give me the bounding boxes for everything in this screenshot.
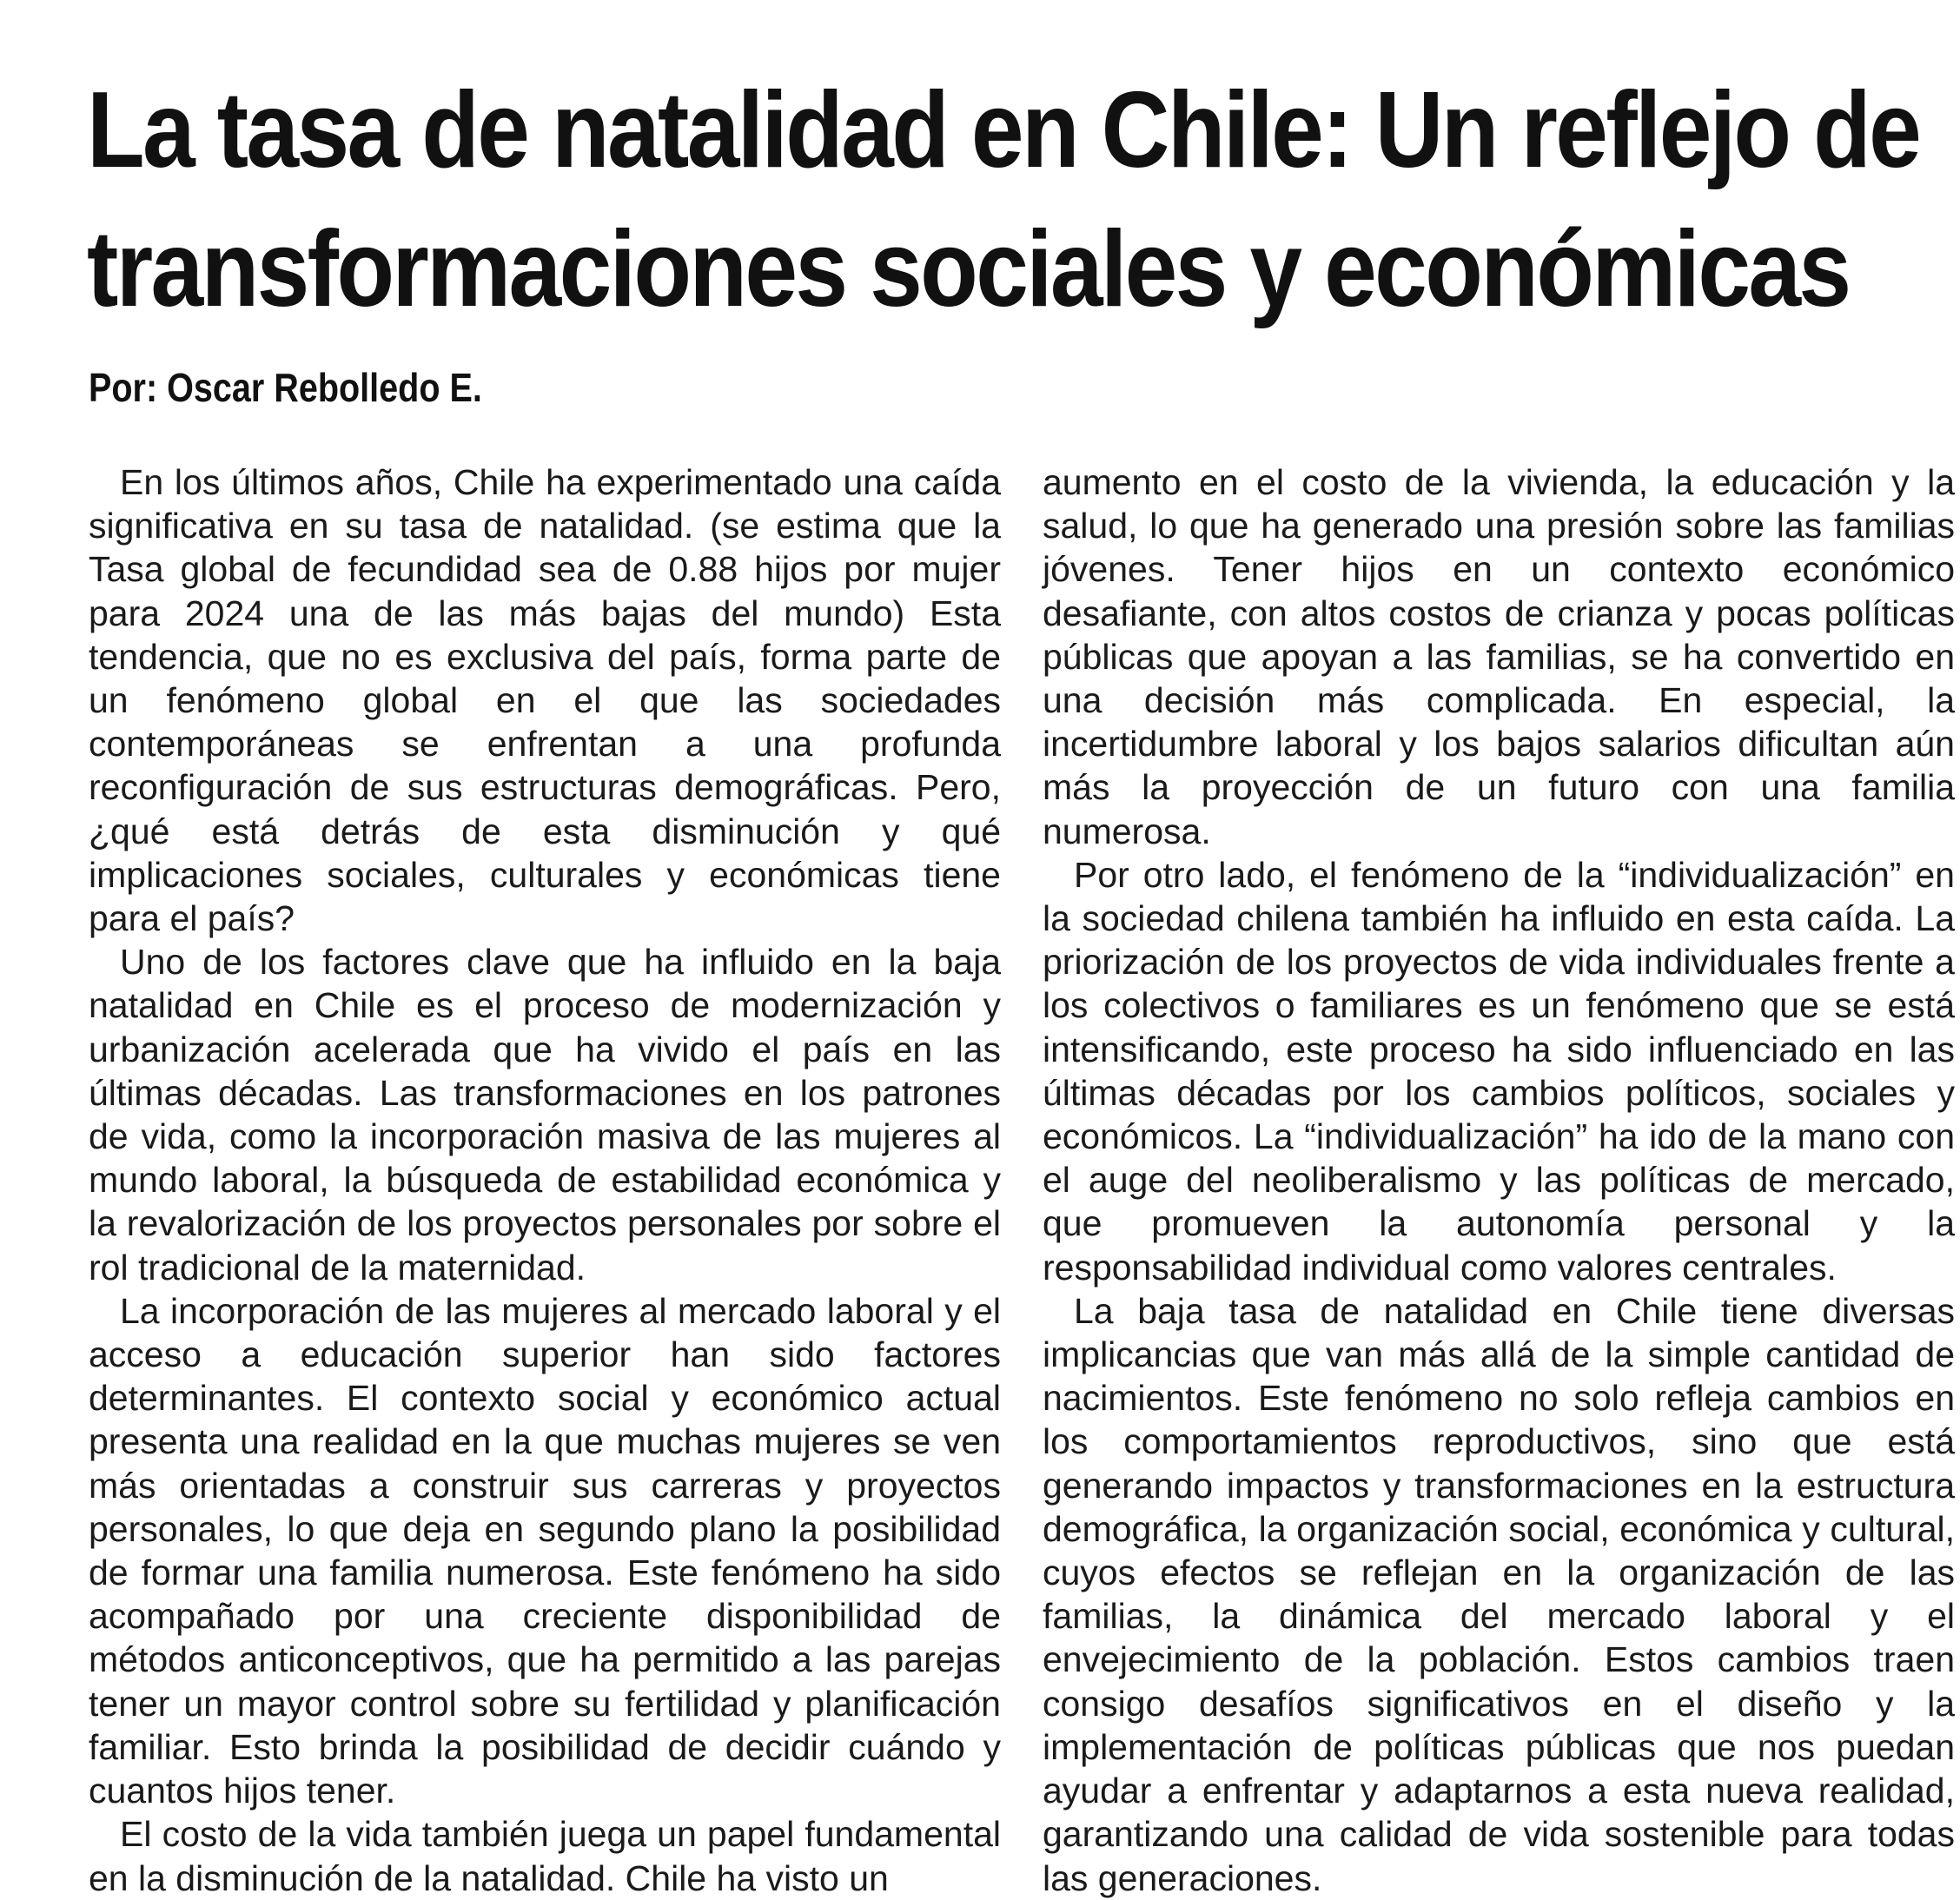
paragraph-continued: aumento en el costo de la vivienda, la educación y la salud, lo que ha generado una presión sobre las familias jóvenes. Tener hijos en un contexto económico desafiante, con altos costos de crianza y pocas políticas públicas que apoyan a las familias, se ha convertido en una decisión más complicada. En especial, la incertidumbre laboral y los bajos salarios dificultan aún más la proyección de un futuro con una familia numerosa.: [1043, 462, 1955, 851]
paragraph: El costo de la vida también juega un papel fundamental en la disminución de la natalidad. Chile ha visto un: [89, 1814, 1001, 1898]
right-text-column: [1043, 460, 1955, 1900]
paragraph: Uno de los factores clave que ha influido en la baja natalidad en Chile es el proceso de modernización y urbanización acelerada que ha vivido el país en las últimas décadas. Las transformaciones en los patrones de vida, como la incorporación masiva de las mujeres al mundo laboral, la búsqueda de estabilidad económica y la revalorización de los proyectos personales por sobre el rol tradicional de la maternidad.: [89, 942, 1001, 1288]
left-text-column: [89, 460, 1001, 1900]
headline-line-2: transformaciones sociales y económicas: [87, 209, 1850, 329]
paragraph: En los últimos años, Chile ha experimentado una caída significativa en su tasa de natalidad. (se estima que la Tasa global de fecundidad sea de 0.88 hijos por mujer para 2024 una de las más bajas del mundo) Esta tendencia, que no es exclusiva del país, forma parte de un fenómeno global en el que las sociedades contemporáneas se enfrentan a una profunda reconfiguración de sus estructuras demográficas. Pero, ¿qué está detrás de esta disminución y qué implicaciones sociales, culturales y económicas tiene para el país?: [89, 462, 1001, 939]
article-headline: [87, 61, 1937, 339]
paragraph: Por otro lado, el fenómeno de la “individualización” en la sociedad chilena también ha influido en esta caída. La priorización de los proyectos de vida individuales frente a los colectivos o familiares es un fenómeno que se está intensificando, este proceso ha sido influenciado en las últimas décadas por los cambios políticos, sociales y económicos. La “individualización” ha ido de la mano con el auge del neoliberalismo y las políticas de mercado, que promueven la autonomía personal y la responsabilidad individual como valores centrales.: [1043, 854, 1955, 1288]
article-byline: Por: Oscar Rebolledo E.: [89, 365, 482, 410]
paragraph: La incorporación de las mujeres al mercado laboral y el acceso a educación superior han sido factores determinantes. El contexto social y económico actual presenta una realidad en la que muchas mujeres se ven más orientadas a construir sus carreras y proyectos personales, lo que deja en segundo plano la posibilidad de formar una familia numerosa. Este fenómeno ha sido acompañado por una creciente disponibilidad de métodos anticonceptivos, que ha permitido a las parejas tener un mayor control sobre su fertilidad y planificación familiar. Esto brinda la posibilidad de decidir cuándo y cuantos hijos tener.: [89, 1290, 1001, 1811]
headline-line-1: La tasa de natalidad en Chile: Un reflejo de: [87, 70, 1920, 190]
paragraph: La baja tasa de natalidad en Chile tiene diversas implicancias que van más allá de la simple cantidad de nacimientos. Este fenómeno no solo refleja cambios en los comportamientos reproductivos, sino que está generando impactos y transformaciones en la estructura demográfica, la organización social, económica y cultural, cuyos efectos se reflejan en la organización de las familias, la dinámica del mercado laboral y el envejecimiento de la población. Estos cambios traen consigo desafíos significativos en el diseño y la implementación de políticas públicas que nos puedan ayudar a enfrentar y adaptarnos a esta nueva realidad, garantizando una calidad de vida sostenible para todas las generaciones.: [1043, 1290, 1955, 1898]
